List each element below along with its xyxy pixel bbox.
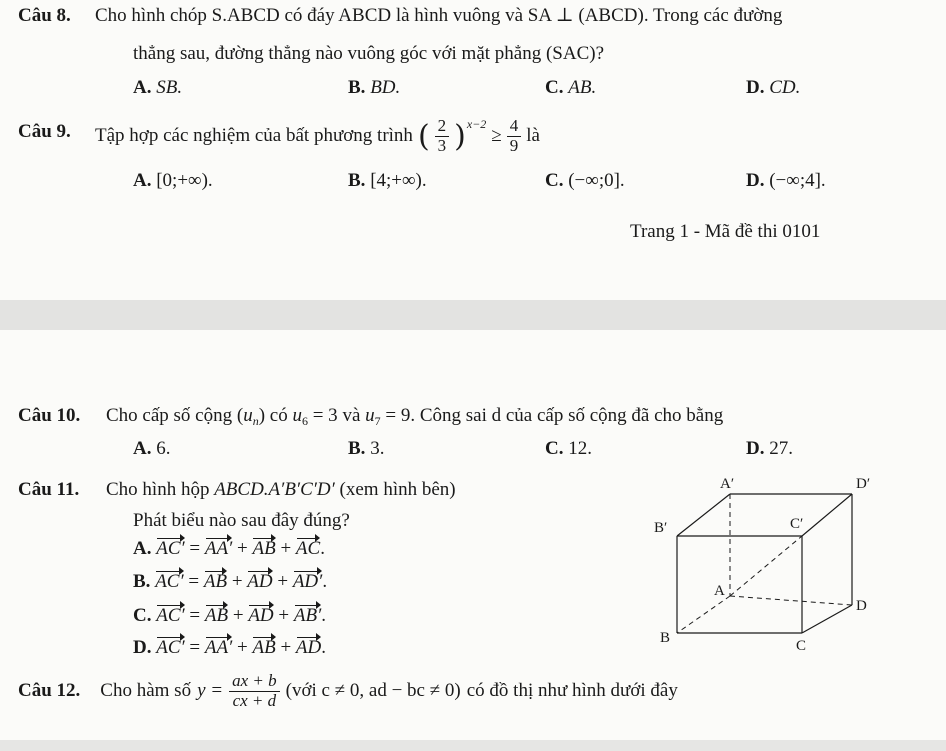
q10-option-c[interactable]: C. 12. [545,438,592,459]
q12-fraction: $\frac{ax + b}{cx + d}$ [229,672,280,710]
q10-text: Cho cấp số cộng $(u_n)$ có $u_6 = 3$ và $u_7 = 9$. Công sai d của cấp số cộng đã cho bằng [106,405,724,428]
label-a1: A′ [720,476,735,492]
q11-option-b[interactable]: B. AC′ = AB + AD + AD′. [133,571,328,592]
label-d: D [856,598,867,614]
label-c1: C′ [790,516,804,532]
q8-line-1: Cho hình chóp S.ABCD có đáy ABCD là hình vuông và SA ⊥ (ABCD). Trong các đường [95,5,783,26]
q10-option-a[interactable]: A. 6. [133,438,171,459]
diagonal-ac1 [730,536,802,596]
q11-line-1: Cho hình hộp ABCD.A′B′C′D′ (xem hình bên) [106,479,456,500]
q9-option-d[interactable]: D. (−∞;4]. [746,170,826,191]
q9-rhs-fraction: $\frac{4}{9}$ [507,117,522,155]
edge-ab [677,596,730,633]
page-footer: Trang 1 - Mã đề thi 0101 [630,221,821,242]
parallelepiped-figure [630,470,880,655]
q11-option-c[interactable]: C. AC′ = AB + AD + AB′. [133,605,326,626]
q9-base-fraction: $\frac{2}{3}$ [435,117,450,155]
q9-inequality: Tập hợp các nghiệm của bất phương trình ( $\frac{2}{3}$ ) x−2 ≥ $\frac{4}{9}$ là [95,115,540,155]
page-separator [0,300,946,330]
q9-option-a[interactable]: A. [0;+∞). [133,170,213,191]
label-b: B [660,630,671,646]
label-d1: D′ [856,476,871,492]
q9-text: Tập hợp các nghiệm của bất phương trình [95,124,413,146]
q11-label: Câu 11. [18,479,80,500]
q10-option-d[interactable]: D. 27. [746,438,793,459]
edge-cd [802,605,852,633]
q8-label: Câu 8. [18,5,71,26]
label-c: C [796,638,807,654]
q10-option-b[interactable]: B. 3. [348,438,385,459]
q12-text: Câu 12. Cho hàm số y = $\frac{ax + b}{cx + d}$ (với c ≠ 0, ad − bc ≠ 0) có đồ thị như hình dưới đây [18,670,678,710]
edge-ad [730,596,852,605]
q9-option-b[interactable]: B. [4;+∞). [348,170,427,191]
q11-option-a[interactable]: A. AC′ = AA′ + AB + AC. [133,538,325,559]
q11-line-2: Phát biểu nào sau đây đúng? [133,510,350,531]
edge-b1a1 [677,494,730,536]
edge-d1c1 [802,494,852,536]
exam-page-1 [0,0,946,300]
bottom-strip [0,740,946,751]
q9-label: Câu 9. [18,121,71,142]
q9-exponent: x−2 [466,117,487,132]
q11-option-d[interactable]: D. AC′ = AA′ + AB + AD. [133,637,326,658]
q8-line-2: thẳng sau, đường thẳng nào vuông góc với mặt phẳng (SAC)? [133,43,605,64]
q9-option-c[interactable]: C. (−∞;0]. [545,170,625,191]
exam-page-2 [0,330,946,751]
label-b1: B′ [654,520,668,536]
q8-option-c[interactable]: C. AB. [545,77,597,98]
q8-option-d[interactable]: D. CD. [746,77,801,98]
q8-option-a[interactable]: A. SB. [133,77,183,98]
q10-label: Câu 10. [18,405,81,426]
q8-option-b[interactable]: B. BD. [348,77,401,98]
label-a: A [714,583,725,599]
q12-label: Câu 12. [18,679,81,701]
